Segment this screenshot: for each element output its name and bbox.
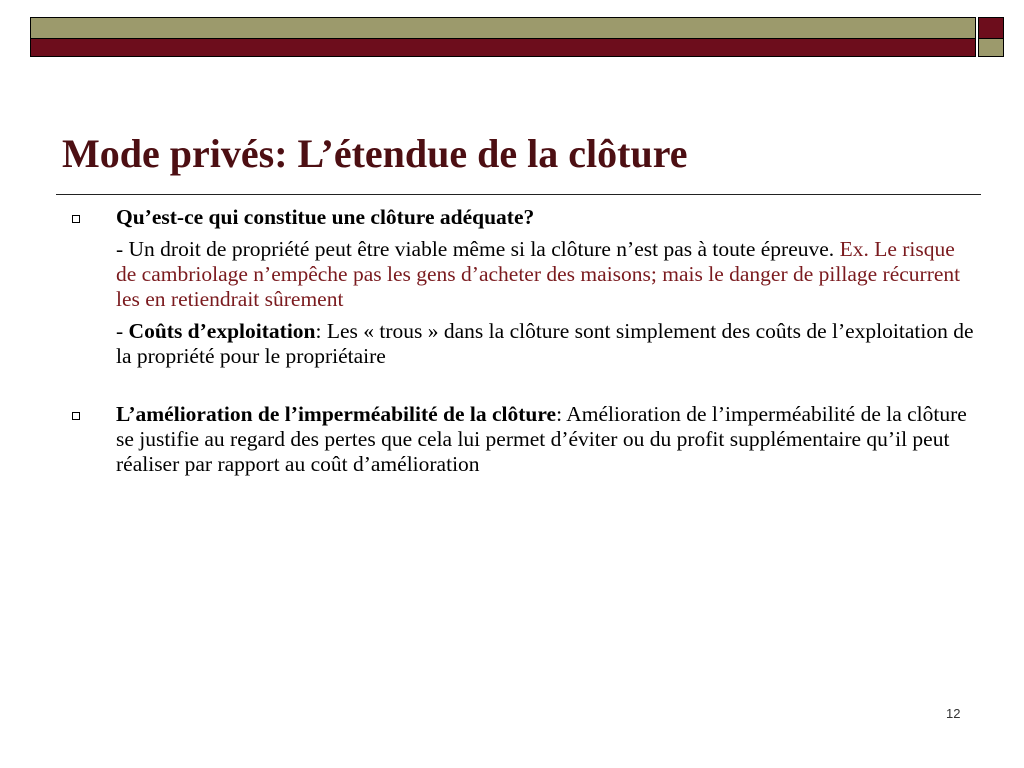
bullet-text: : Amélioration de l’imperméabilité de la clôture se justifie au regard des pertes que cela lui permet d’éviter ou du profit supplémentaire qu’il peut réaliser par rapport au coût d’amélioration [116, 402, 967, 476]
square-bullet-icon [72, 215, 80, 223]
bullet-body [116, 402, 980, 477]
top-bar-burgundy [30, 39, 976, 57]
sub-point-2 [116, 319, 980, 369]
title-divider [56, 194, 981, 195]
sub-point-example: Ex. Le risque de cambriolage n’empêche pas les gens d’acheter des maisons; mais le danger de pillage récurrent les en retiendrait sûrement [116, 237, 961, 311]
bullet-heading: L’amélioration de l’imperméabilité de la clôture [116, 402, 557, 426]
corner-square-olive [978, 39, 1004, 57]
square-bullet-icon [72, 412, 80, 420]
top-bar-olive [30, 17, 976, 39]
bullet-item-2 [60, 402, 980, 477]
bullet-heading: Qu’est-ce qui constitue une clôture adéquate? [116, 205, 535, 229]
slide-title: Mode privés: L’étendue de la clôture [62, 131, 688, 176]
sub-point-text: - Un droit de propriété peut être viable même si la clôture n’est pas à toute épreuve. [116, 237, 840, 261]
slide-content [60, 205, 980, 477]
sub-point-bold-term: Coûts d’exploitation [128, 319, 316, 343]
corner-square-burgundy [978, 17, 1004, 39]
sub-point-text: : Les « trous » dans la clôture sont simplement des coûts de l’exploitation de la propriété pour le propriétaire [116, 319, 974, 368]
bullet-item-1 [60, 205, 980, 369]
sub-point-dash: - [116, 319, 129, 343]
sub-point-1 [116, 237, 980, 312]
page-number: 12 [946, 706, 961, 721]
